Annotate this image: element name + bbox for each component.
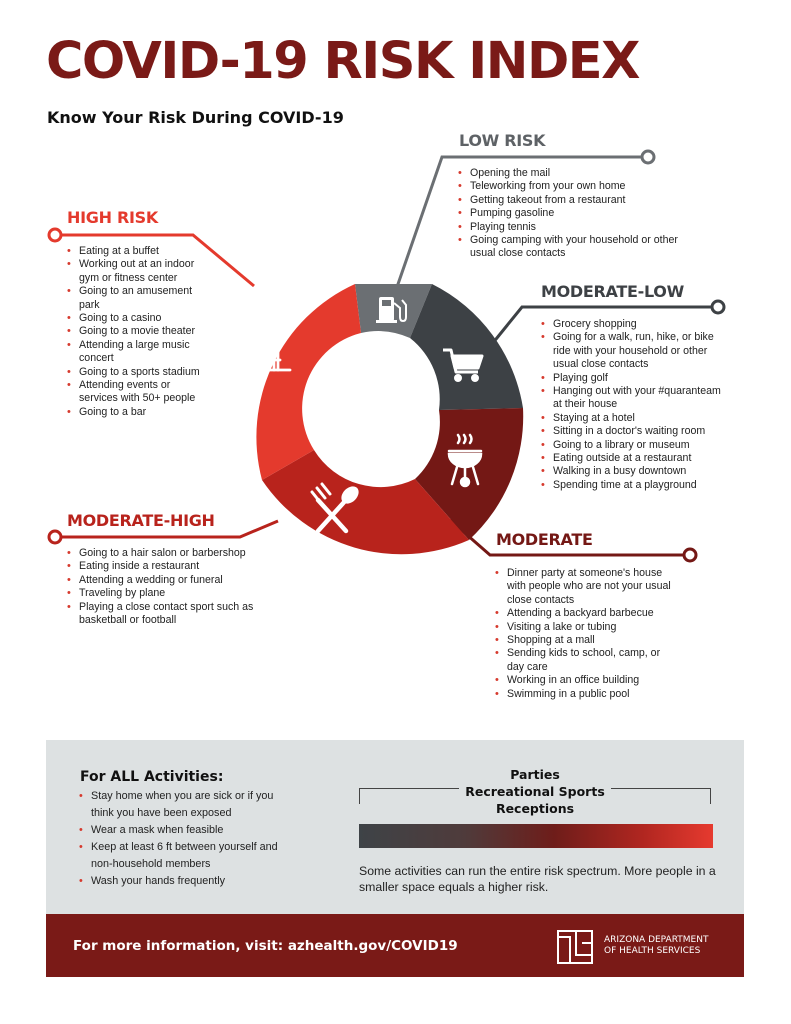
list-item: • Working out at an indoor gym or fitness center <box>66 258 206 285</box>
list-item: • Grocery shopping <box>540 318 725 331</box>
list-item: • Spending time at a playground <box>540 479 725 492</box>
low-risk-list <box>457 167 687 261</box>
list-item: • Pumping gasoline <box>457 207 687 220</box>
list-item: • Shopping at a mall <box>494 634 679 647</box>
list-item: • Swimming in a public pool <box>494 688 679 701</box>
list-item: • Going to a casino <box>66 312 206 325</box>
moderate-list <box>494 567 679 701</box>
list-item: • Going camping with your household or other usual close contacts <box>457 234 687 261</box>
page-title: COVID-19 RISK INDEX <box>46 32 639 91</box>
list-item: • Working in an office building <box>494 674 679 687</box>
list-item: • Hanging out with your #quaranteam at their house <box>540 385 725 412</box>
moderate-low-list <box>540 318 725 492</box>
list-item: • Going for a walk, run, hike, or bike ride with your household or other usual close contacts <box>540 331 725 371</box>
list-item: • Attending a large music concert <box>66 339 206 366</box>
list-item: • Playing tennis <box>457 221 687 234</box>
all-activities-panel <box>46 740 744 914</box>
segment-moderate-low <box>410 284 523 410</box>
list-item: • Going to a library or museum <box>540 439 725 452</box>
list-item: • Stay home when you are sick or if you think you have been exposed <box>79 788 289 822</box>
segment-high <box>256 284 361 480</box>
list-item: • Going to an amusement park <box>66 285 206 312</box>
spectrum-item: Parties <box>510 767 560 782</box>
page-subtitle: Know Your Risk During COVID-19 <box>47 108 344 127</box>
list-item: • Going to a sports stadium <box>66 366 206 379</box>
list-item: • Going to a hair salon or barbershop <box>66 547 266 560</box>
spectrum-bracket <box>359 788 711 804</box>
list-item: • Sending kids to school, camp, or day care <box>494 647 679 674</box>
list-item: • Dinner party at someone's house with people who are not your usual close contacts <box>494 567 679 607</box>
spectrum-note: Some activities can run the entire risk spectrum. More people in a smaller space equals a higher risk. <box>359 864 716 894</box>
list-item: • Attending a backyard barbecue <box>494 607 679 620</box>
footer-org-name: ARIZONA DEPARTMENT OF HEALTH SERVICES <box>604 935 709 956</box>
list-item: • Eating outside at a restaurant <box>540 452 725 465</box>
list-item: • Opening the mail <box>457 167 687 180</box>
list-item: • Eating at a buffet <box>66 245 206 258</box>
list-item: • Wash your hands frequently <box>79 873 289 890</box>
low-risk-title: LOW RISK <box>459 131 546 150</box>
spectrum-item: Receptions <box>495 801 575 816</box>
moderate-low-title: MODERATE-LOW <box>541 282 684 301</box>
all-activities-title: For ALL Activities: <box>80 769 224 785</box>
high-risk-list <box>66 245 206 419</box>
list-item: • Going to a bar <box>66 406 206 419</box>
footer-info-link[interactable]: For more information, visit: azhealth.gov/COVID19 <box>73 938 458 954</box>
list-item: • Walking in a busy downtown <box>540 465 725 478</box>
moderate-title: MODERATE <box>496 530 593 549</box>
high-risk-title: HIGH RISK <box>67 208 158 227</box>
list-item: • Eating inside a restaurant <box>66 560 266 573</box>
list-item: • Traveling by plane <box>66 587 266 600</box>
moderate-high-list <box>66 547 266 627</box>
adhs-logo-icon <box>556 927 596 967</box>
list-item: • Wear a mask when feasible <box>79 822 289 839</box>
list-item: • Attending a wedding or funeral <box>66 574 266 587</box>
footer <box>46 914 744 977</box>
list-item: • Playing a close contact sport such as basketball or football <box>66 601 266 628</box>
list-item: • Getting takeout from a restaurant <box>457 194 687 207</box>
list-item: • Staying at a hotel <box>540 412 725 425</box>
risk-gradient-bar <box>359 824 713 848</box>
list-item: • Sitting in a doctor's waiting room <box>540 425 725 438</box>
spectrum-item: Recreational Sports <box>465 784 605 799</box>
list-item: • Teleworking from your own home <box>457 180 687 193</box>
list-item: • Visiting a lake or tubing <box>494 621 679 634</box>
list-item: • Playing golf <box>540 372 725 385</box>
all-activities-list <box>79 788 289 890</box>
list-item: • Attending events or services with 50+ people <box>66 379 206 406</box>
list-item: • Going to a movie theater <box>66 325 206 338</box>
moderate-high-title: MODERATE-HIGH <box>67 511 215 530</box>
list-item: • Keep at least 6 ft between yourself and non-household members <box>79 839 289 873</box>
